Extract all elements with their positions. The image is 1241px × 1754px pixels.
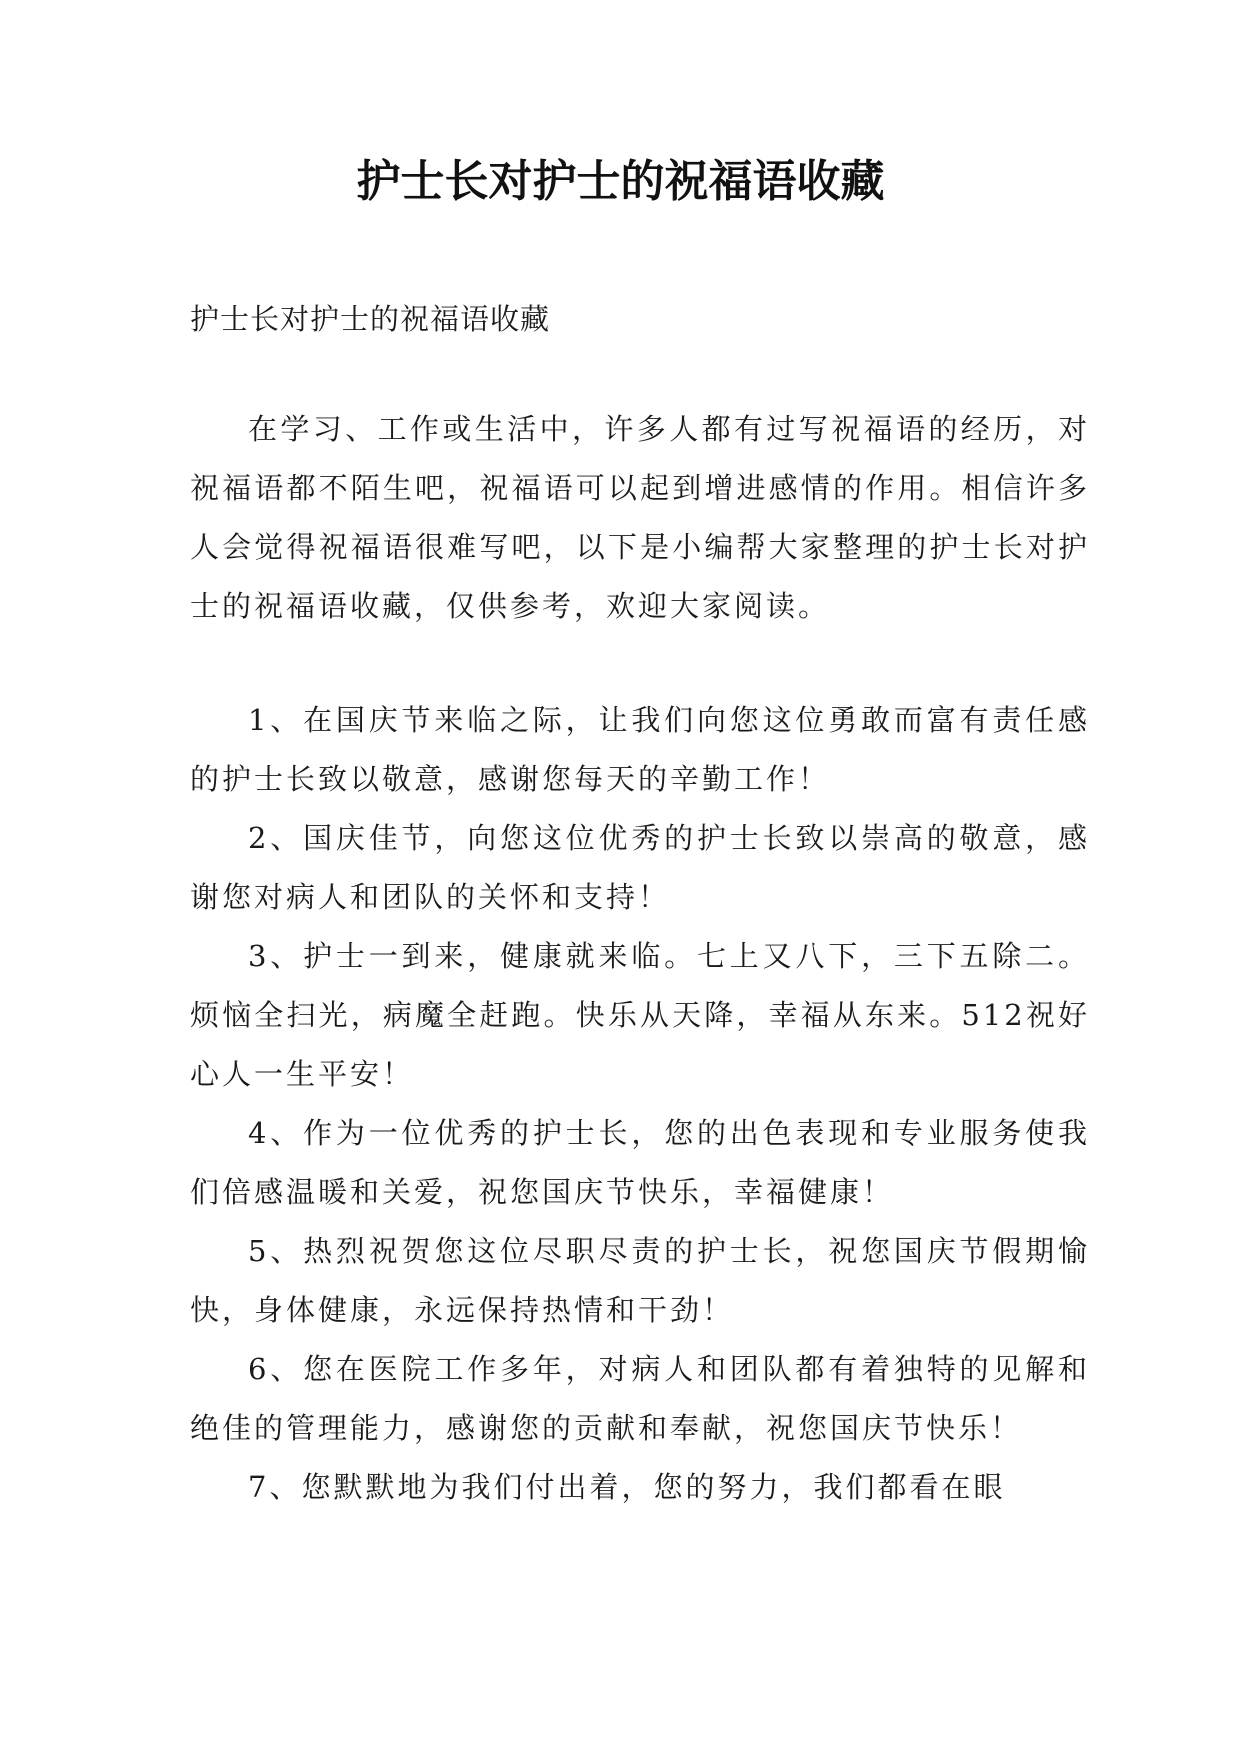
greeting-item: 7、您默默地为我们付出着，您的努力，我们都看在眼 (248, 1470, 1006, 1504)
document-body (190, 290, 1090, 1517)
document-subtitle: 护士长对护士的祝福语收藏 (190, 302, 551, 336)
intro-paragraph: 在学习、工作或生活中，许多人都有过写祝福语的经历，对祝福语都不陌生吧，祝福语可以起到增进感情的作用。相信许多人会觉得祝福语很难写吧，以下是小编帮大家整理的护士长对护士的祝福语收藏，仅供参考，欢迎大家阅读。 (190, 412, 1090, 623)
greeting-item: 6、您在医院工作多年，对病人和团队都有着独特的见解和绝佳的管理能力，感谢您的贡献和奉献，祝您国庆节快乐！ (190, 1352, 1090, 1445)
greeting-item: 3、护士一到来，健康就来临。七上又八下，三下五除二。烦恼全扫光，病魔全赶跑。快乐从天降，幸福从东来。512祝好心人一生平安！ (190, 939, 1090, 1091)
greeting-item: 2、国庆佳节，向您这位优秀的护士长致以崇高的敬意，感谢您对病人和团队的关怀和支持！ (190, 821, 1090, 914)
greeting-item: 1、在国庆节来临之际，让我们向您这位勇敢而富有责任感的护士长致以敬意，感谢您每天的辛勤工作！ (190, 703, 1090, 796)
greeting-item: 4、作为一位优秀的护士长，您的出色表现和专业服务使我们倍感温暖和关爱，祝您国庆节快乐，幸福健康！ (190, 1116, 1090, 1209)
greeting-item: 5、热烈祝贺您这位尽职尽责的护士长，祝您国庆节假期愉快，身体健康，永远保持热情和干劲！ (190, 1234, 1090, 1327)
document-title: 护士长对护士的祝福语收藏 (356, 156, 885, 207)
